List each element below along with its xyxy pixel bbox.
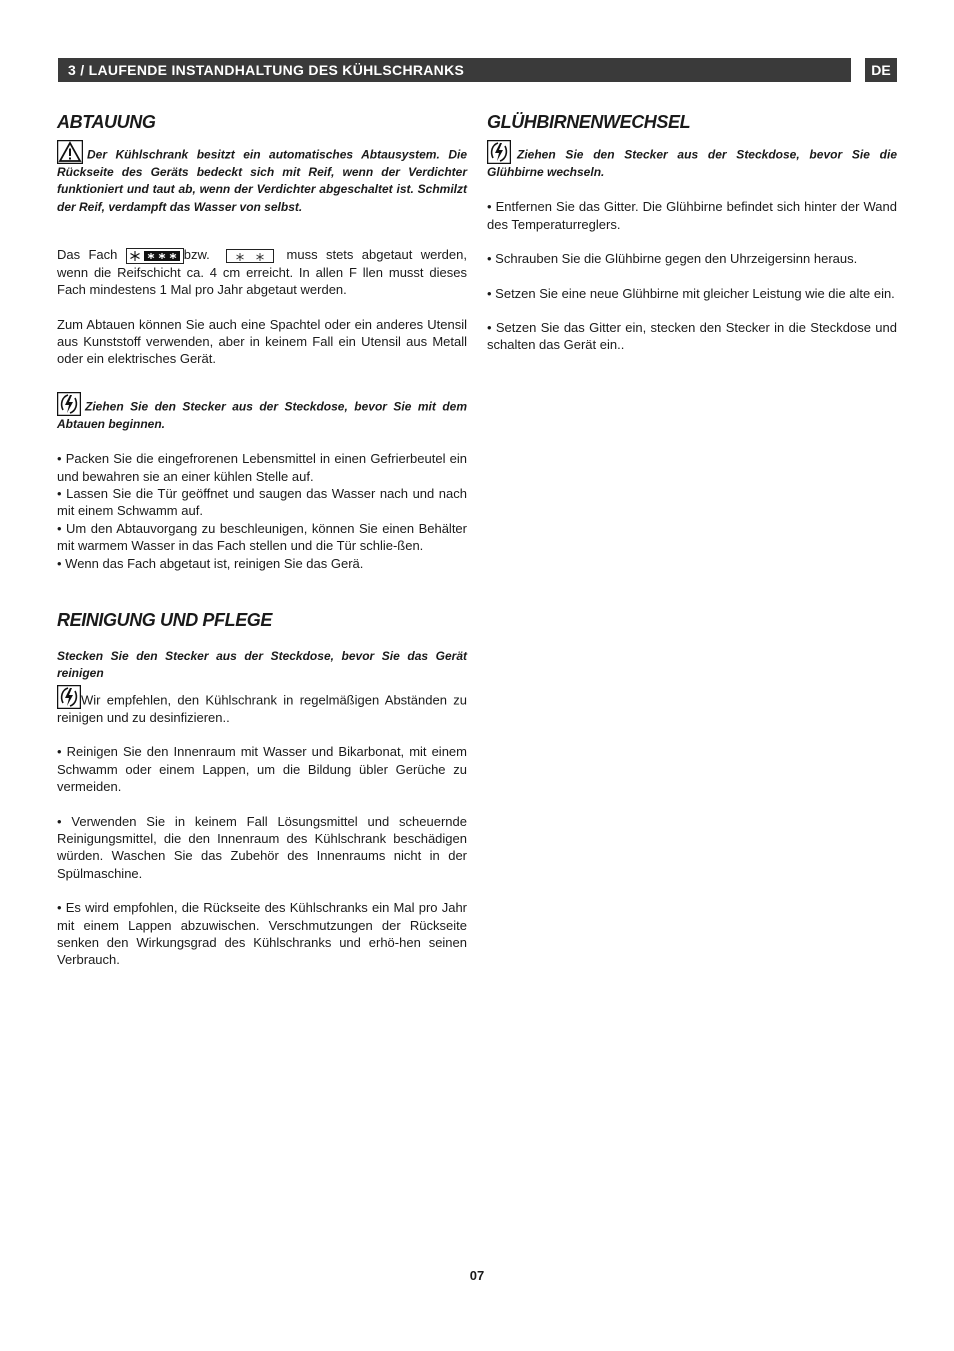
list-item: • Schrauben Sie die Glühbirne gegen den Uhrzeigersinn heraus. xyxy=(487,251,858,267)
abtauung-warning-text: Der Kühlschrank besitzt ein automatisches Abtausystem. Die Rückseite des Geräts bedeckt sich mit Reif, wenn der Verdichter funktioniert und taut ab, wenn der Verdichter abgeschaltet ist. Schmilzt der Reif, verdampft das Wasser von selbst. xyxy=(57,147,467,214)
abtauung-plug-warning-text: Ziehen Sie den Stecker aus der Steckdose, bevor Sie mit dem Abtauen beginnen. xyxy=(57,399,467,431)
list-item: • Setzen Sie das Gitter ein, stecken den Stecker in die Steckdose und schalten das Gerät ein.. xyxy=(487,320,897,353)
gluehbirne-warning xyxy=(487,140,897,181)
abtauung-plug-warning xyxy=(57,392,467,433)
reinigung-warning: Stecken Sie den Stecker aus der Steckdose, bevor Sie das Gerät reinigen xyxy=(57,649,467,681)
freezer-star-icon xyxy=(126,248,184,264)
list-item: • Es wird empfohlen, die Rückseite des Kühlschranks ein Mal pro Jahr mit einem Lappen abzuwischen. Verschmutzungen der Rückseite senken den Wirkungsgrad des Kühlschranks und erhö-hen seinen Verbrauch. xyxy=(57,900,467,968)
left-column xyxy=(57,110,467,969)
abtauung-warning xyxy=(57,140,467,216)
electric-shock-icon xyxy=(57,685,81,709)
list-item: • Wenn das Fach abgetaut ist, reinigen Sie das Gerä. xyxy=(57,555,364,571)
right-column xyxy=(487,110,897,354)
list-item: • Um den Abtauvorgang zu beschleunigen, können Sie einen Behälter mit warmem Wasser in das Fach stellen und die Tür schlie-ßen. xyxy=(57,520,467,554)
fach-prefix: Das Fach xyxy=(57,247,118,263)
gluehbirne-warning-text: Ziehen Sie den Stecker aus der Steckdose, bevor Sie die Glühbirne wechseln. xyxy=(487,147,897,179)
list-item: • Entfernen Sie das Gitter. Die Glühbirne befindet sich hinter der Wand des Temperaturreglers. xyxy=(487,199,897,232)
list-item: • Setzen Sie eine neue Glühbirne mit gleicher Leistung wie die alte ein. xyxy=(487,285,895,301)
fach-middle: bzw. xyxy=(183,247,210,263)
tools-paragraph: Zum Abtauen können Sie auch eine Spachtel oder ein anderes Utensil aus Kunststoff verwenden, aber in keinem Fall ein Utensil aus Metall oder ein elektrisches Gerät. xyxy=(57,316,467,367)
warning-triangle-icon xyxy=(57,140,83,164)
fach-suffix: muss stets abgetaut werden, wenn die Reifschicht ca. 4 cm erreicht. In allen F llen musst dieses Fach mindestens 1 Mal pro Jahr abgetaut werden. xyxy=(57,247,467,298)
abtauung-title: ABTAUUNG xyxy=(57,112,156,132)
gluehbirne-title: GLÜHBIRNENWECHSEL xyxy=(487,112,691,132)
freezer-star-icon xyxy=(226,249,274,263)
section-header xyxy=(58,58,851,82)
language-badge: DE xyxy=(865,58,897,82)
section-title: 3 / LAUFENDE INSTANDHALTUNG DES KÜHLSCHRANKS xyxy=(68,62,465,78)
electric-shock-icon xyxy=(57,392,81,416)
electric-shock-icon xyxy=(487,140,511,164)
list-item: • Lassen Sie die Tür geöffnet und saugen das Wasser nach und nach mit einem Schwamm auf. xyxy=(57,486,467,519)
fach-paragraph xyxy=(57,246,467,298)
reinigung-intro xyxy=(57,685,467,726)
abtauung-steps-list xyxy=(57,450,467,572)
list-item: • Verwenden Sie in keinem Fall Lösungsmittel und scheuernde Reinigungsmittel, die den Innenraum des Kühlschrank beschädigen würden. Waschen Sie das Zubehör des Innenraums nicht in der Spülmaschine. xyxy=(57,813,467,881)
page-number: 07 xyxy=(469,1268,485,1283)
reinigung-title: REINIGUNG UND PFLEGE xyxy=(57,610,273,631)
reinigung-intro-text: Wir empfehlen, den Kühlschrank in regelmäßigen Abständen zu reinigen und zu desinfizieren.. xyxy=(57,692,467,725)
list-item: • Packen Sie die eingefrorenen Lebensmittel in einen Gefrierbeutel ein und bewahren sie an einer kühlen Stelle auf. xyxy=(57,451,467,484)
list-item: • Reinigen Sie den Innenraum mit Wasser und Bikarbonat, mit einem Schwamm oder einem Lappen, um die Bildung übler Gerüche zu vermeiden. xyxy=(57,744,467,795)
